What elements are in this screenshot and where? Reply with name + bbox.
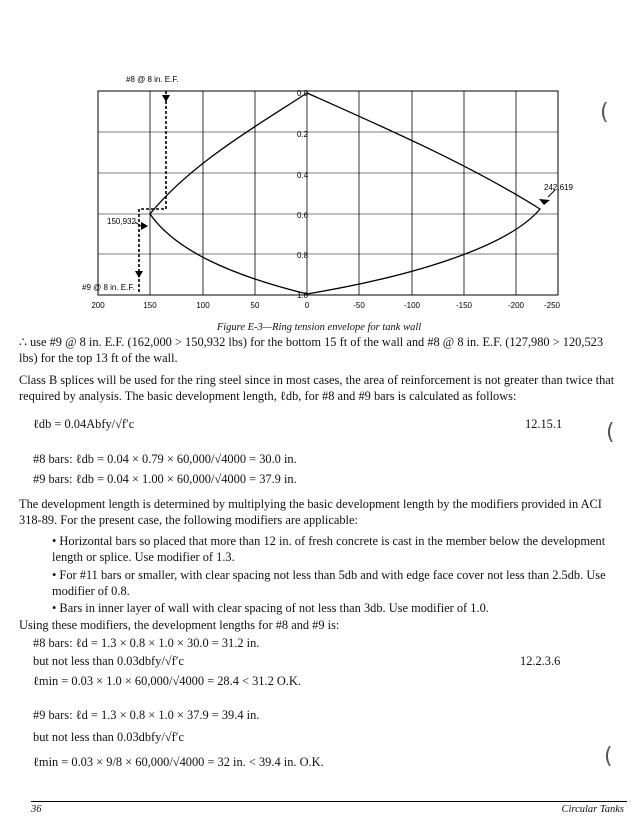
figure-caption: Figure E-3—Ring tension envelope for tank wall [216, 322, 422, 333]
bullet-bar-size: • For #11 bars or smaller, with clear spacing not less than 5db and with edge face cover not less than 2.5db. Use modifier of 0.8. [52, 568, 606, 598]
margin-mark: ( [606, 420, 615, 445]
margin-mark: ( [604, 744, 613, 769]
equation-8-bars: #8 bars: ℓdb = 0.04 × 0.79 × 60,000/√4000 = 30.0 in. [33, 452, 297, 466]
x-tick-1: 150 [143, 301, 157, 310]
paragraph-4: Using these modifiers, the development lengths for #8 and #9 is: [19, 618, 340, 632]
equation-8-ld: #8 bars: ℓd = 1.3 × 0.8 × 1.0 × 30.0 = 31.2 in. [33, 636, 260, 650]
y-tick-5: 1.0 [297, 291, 309, 300]
left-value-label: 150,932 [107, 217, 136, 226]
bottom-bar-label: #9 @ 8 in. E.F. [82, 283, 135, 292]
x-tick-8: -200 [507, 301, 525, 310]
y-tick-1: 0.2 [297, 130, 309, 139]
x-tick-6: -100 [403, 301, 421, 310]
annotation-arrows [135, 95, 550, 278]
top-bar-label: #8 @ 8 in. E.F. [126, 75, 179, 84]
y-tick-2: 0.4 [297, 171, 309, 180]
right-value-label: 242,619 [544, 183, 573, 192]
horizontal-gridlines [98, 132, 558, 254]
equation-9-ld: #9 bars: ℓd = 1.3 × 0.8 × 1.0 × 37.9 = 39.4 in. [33, 708, 260, 722]
bullet-horizontal: • Horizontal bars so placed that more than 12 in. of fresh concrete is cast in the member below the development length or splice. Use modifier of 1.3. [52, 534, 606, 564]
x-tick-3: 50 [250, 301, 260, 310]
equation-9-bars: #9 bars: ℓdb = 0.04 × 1.00 × 60,000/√4000 = 37.9 in. [33, 472, 297, 486]
page-number: 36 [31, 804, 42, 815]
ring-tension-chart [0, 0, 638, 330]
equation-ldb: ℓdb = 0.04Abfy/√f′c [33, 417, 135, 431]
x-tick-0: 200 [91, 301, 105, 310]
margin-mark: ( [600, 100, 609, 125]
equation-8-lmin: ℓmin = 0.03 × 1.0 × 60,000/√4000 = 28.4 < 31.2 O.K. [33, 674, 301, 688]
footer-rule [31, 801, 627, 802]
equation-9-min-condition: but not less than 0.03dbfy/√f′c [33, 730, 184, 744]
x-tick-7: -150 [455, 301, 473, 310]
running-title: Circular Tanks [561, 804, 624, 815]
x-tick-5: -50 [353, 301, 365, 310]
y-tick-0: 0.0 [297, 89, 309, 98]
paragraph-1: ∴ use #9 @ 8 in. E.F. (162,000 > 150,932 lbs) for the bottom 15 ft of the wall and #8 @ 8 in. E.F. (127,980 > 120,523 lbs) for the top 13 ft of the wall. [19, 335, 604, 365]
paragraph-2: Class B splices will be used for the ring steel since in most cases, the area of reinforcement is not greater than twice that required by analysis. The basic development length, ℓdb, for #8 and #9 bars is calculated as follows: [19, 373, 615, 403]
provided-steel-line [139, 91, 166, 294]
ring-tension-envelope-right [307, 93, 540, 294]
x-tick-9: -250 [543, 301, 561, 310]
equation-9-lmin: ℓmin = 0.03 × 9/8 × 60,000/√4000 = 32 in. < 39.4 in. O.K. [33, 755, 324, 769]
x-tick-4: 0 [304, 301, 310, 310]
bullet-inner-layer: • Bars in inner layer of wall with clear spacing of not less than 3db. Use modifier of 1.0. [52, 601, 489, 615]
x-tick-2: 100 [196, 301, 210, 310]
code-reference-2: 12.2.3.6 [520, 654, 561, 668]
plot-frame [98, 91, 558, 295]
paragraph-3: The development length is determined by multiplying the basic development length by the modifiers provided in ACI 318-89. For the present case, the following modifiers are applicable: [19, 497, 602, 527]
y-tick-4: 0.8 [297, 251, 309, 260]
vertical-gridlines [150, 91, 516, 295]
code-reference-1: 12.15.1 [525, 417, 563, 431]
equation-8-min-condition: but not less than 0.03dbfy/√f′c [33, 654, 184, 668]
y-tick-3: 0.6 [297, 211, 309, 220]
ring-tension-envelope-left [150, 93, 307, 294]
